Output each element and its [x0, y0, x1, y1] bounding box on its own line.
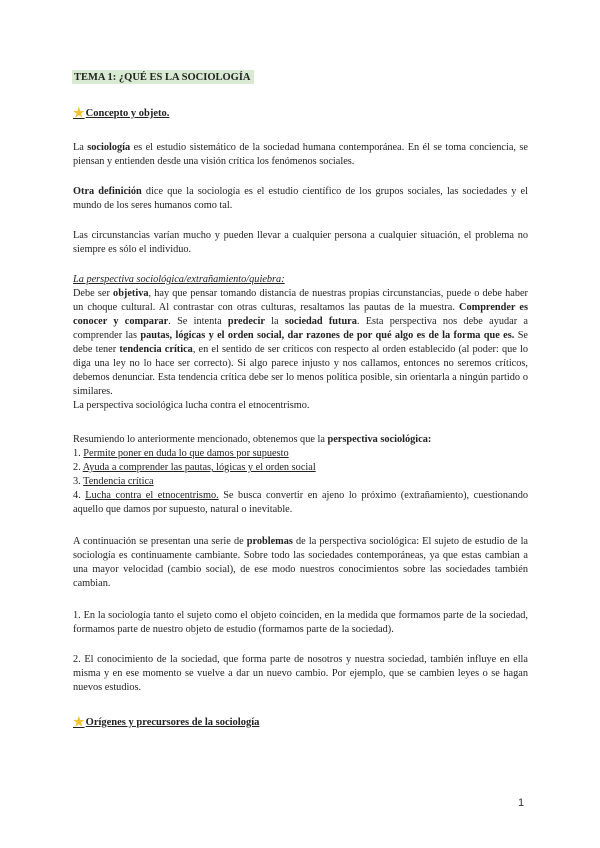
section-heading-concepto — [73, 105, 169, 121]
section-heading-label: Concepto y objeto. — [85, 107, 170, 119]
list-item: 1. Permite poner en duda lo que damos por supuesto — [73, 448, 289, 459]
paragraph-perspectiva: Debe ser objetiva, hay que pensar tomando distancia de nuestras propias circunstancias, puede o debe haber un choque cultural. Al contrastar con otras culturas, resaltamos las pautas de la muestra. Comprender es conocer y comparar. Se intenta predecir la sociedad futura. Esta perspectiva nos debe ayudar a comprender las pautas, lógicas y el orden social, dar razones de por qué algo es de la forma que es. Se debe tener tendencia crítica, en el sentido de ser críticos con respecto al orden establecido (al poder: que lo diga una ley no lo hace ser correcto). Si algo parece injusto y nos callamos, entonces no seremos críticos, debemos denunciar. Esta tendencia crítica debe ser lo menos política posible, sin orientarla a ningún partido o similares. La perspectiva sociológica lucha contra el etnocentrismo. — [73, 288, 529, 411]
paragraph-otra-definicion: Otra definición dice que la sociología es el estudio científico de los grupos sociales, las sociedades y el mundo de los seres humanos como tal. — [73, 186, 528, 211]
page-number: 1 — [518, 797, 525, 809]
perspectiva-label: La perspectiva sociológica/extrañamiento/quiebra: — [73, 274, 285, 285]
star-icon: ★ — [73, 105, 85, 120]
star-icon: ★ — [73, 714, 85, 729]
paragraph-resumen: Resumiendo lo anteriormente mencionado, obtenemos que la perspectiva sociológica: — [73, 434, 432, 445]
paragraph-sujeto-objeto: 1. En la sociología tanto el sujeto como el objeto coinciden, en la medida que formamos parte de la sociedad, formamos parte de nuestro objeto de estudio (formamos parte de la sociedad). — [73, 610, 528, 635]
section-heading-origenes — [73, 714, 259, 730]
paragraph-definicion: La sociología es el estudio sistemático de la sociedad humana contemporánea. En él se toma conciencia, se piensan y entienden desde una visión crítica los fenómenos sociales. — [73, 142, 528, 167]
page-title: TEMA 1: ¿QUÉ ES LA SOCIOLOGÍA — [72, 70, 254, 84]
paragraph-circunstancias: Las circunstancias varían mucho y pueden llevar a cualquier persona a cualquier situación, el problema no siempre es sólo el individuo. — [73, 230, 528, 255]
list-item: 3. Tendencia crítica — [73, 476, 154, 487]
section-heading-label: Orígenes y precursores de la sociología — [85, 716, 260, 728]
perspectiva-list — [73, 447, 528, 517]
paragraph-conocimiento: 2. El conocimiento de la sociedad, que forma parte de nosotros y nuestra sociedad, también influye en ella misma y en ese momento se vuelve a dar un nuevo cambio. Por ejemplo, que se cambien leyes o se hagan nuevos estudios. — [73, 654, 528, 693]
list-item: 2. Ayuda a comprender las pautas, lógicas y el orden social — [73, 462, 316, 473]
list-item: 4. Lucha contra el etnocentrismo. Se busca convertir en ajeno lo próximo (extrañamiento), cuestionando aquello que damos por supuesto, natural o inevitable. — [73, 490, 528, 515]
paragraph-problemas: A continuación se presentan una serie de problemas de la perspectiva sociológica: El sujeto de estudio de la sociología es continuamente cambiante. Sobre todo las sociedades contemporáneas, ya que estas cambian a una mayor velocidad (cambio social), de ese modo nuestros conocimientos sobre las sociedades también cambian. — [73, 536, 529, 589]
